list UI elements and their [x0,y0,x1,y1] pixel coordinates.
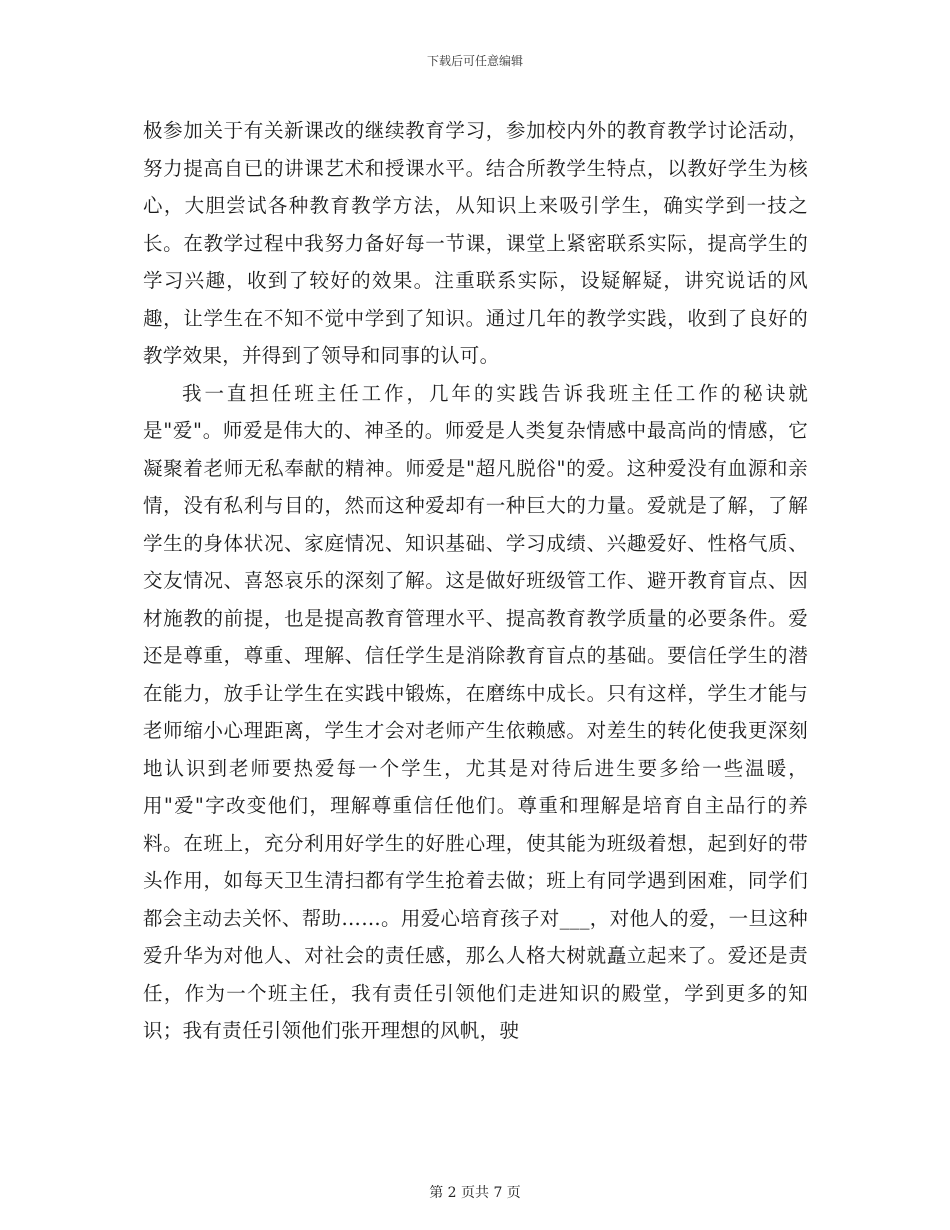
header-text: 下载后可任意编辑 [426,54,523,68]
page-footer [0,1182,950,1202]
page-header [0,52,950,69]
paragraph-class-teacher: 我一直担任班主任工作，几年的实践告诉我班主任工作的秘诀就是"爱"。师爱是伟大的、神圣的。师爱是人类复杂情感中最高尚的情感，它凝聚着老师无私奉献的精神。师爱是"超凡脱俗"的爱。这种爱没有血源和亲情，没有私利与目的，然而这种爱却有一种巨大的力量。爱就是了解，了解学生的身体状况、家庭情况、知识基础、学习成绩、兴趣爱好、性格气质、交友情况、喜怒哀乐的深刻了解。这是做好班级管工作、避开教育盲点、因材施教的前提，也是提高教育管理水平、提高教育教学质量的必要条件。爱还是尊重，尊重、理解、信任学生是消除教育盲点的基础。要信任学生的潜在能力，放手让学生在实践中锻炼，在磨练中成长。只有这样，学生才能与老师缩小心理距离，学生才会对老师产生依赖感。对差生的转化使我更深刻地认识到老师要热爱每一个学生，尤其是对待后进生要多给一些温暖，用"爱"字改变他们，理解尊重信任他们。尊重和理解是培育自主品行的养料。在班上，充分利用好学生的好胜心理，使其能为班级着想，起到好的带头作用，如每天卫生清扫都有学生抢着去做；班上有同学遇到困难，同学们都会主动去关怀、帮助……。用爱心培育孩子对___，对他人的爱，一旦这种爱升华为对他人、对社会的责任感，那么人格大树就矗立起来了。爱还是责任，作为一个班主任，我有责任引领他们走进知识的殿堂，学到更多的知识；我有责任引领他们张开理想的风帆，驶 [143,381,808,1042]
paragraph-continued: 极参加关于有关新课改的继续教育学习，参加校内外的教育教学讨论活动，努力提高自已的讲课艺术和授课水平。结合所教学生特点，以教好学生为核心，大胆尝试各种教育教学方法，从知识上来吸引学生，确实学到一技之长。在教学过程中我努力备好每一节课，课堂上紧密联系实际，提高学生的学习兴趣，收到了较好的效果。注重联系实际，设疑解疑，讲究说话的风趣，让学生在不知不觉中学到了知识。通过几年的教学实践，收到了良好的教学效果，并得到了领导和同事的认可。 [143,119,808,367]
document-body [143,112,808,1050]
page-number: 第 2 页共 7 页 [429,1185,521,1201]
